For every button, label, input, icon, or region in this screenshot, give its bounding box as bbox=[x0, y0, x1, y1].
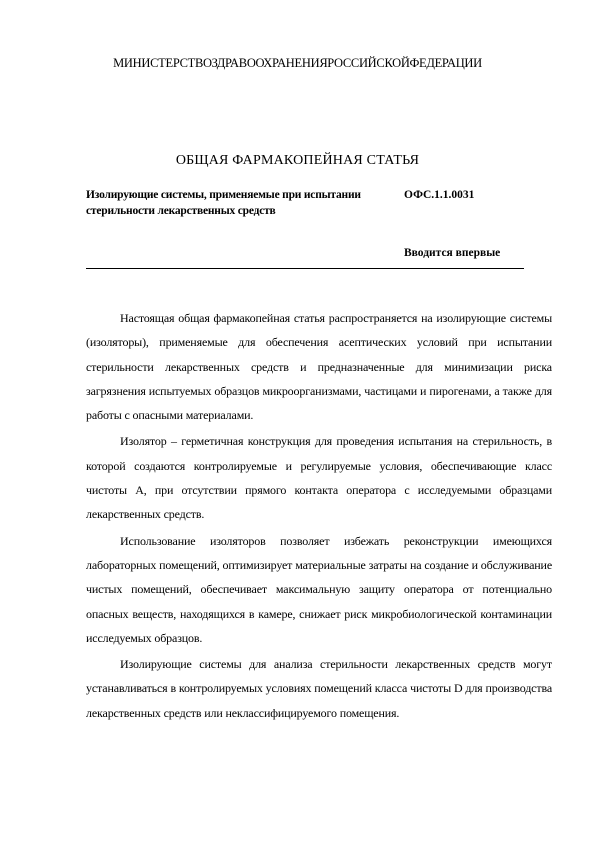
paragraph: Изолятор – герметичная конструкция для проведения испытания на стерильность, в которой создаются контролируемые и регулируемые условия, обеспечивающие класс чистоты А, при отсутствии прямого контакта оператора с исследуемыми образцами лекарственных средств. bbox=[86, 434, 552, 522]
article-body bbox=[86, 306, 552, 727]
paragraph: Настоящая общая фармакопейная статья распространяется на изолирующие системы (изоляторы), применяемые для обеспечения асептических условий при испытании стерильности лекарственных средств и предназначенные для минимизации риска загрязнения испытуемых образцов микроорганизмами, частицами и пирогенами, а также для работы с опасными материалами. bbox=[86, 311, 552, 423]
document-type-title: ОБЩАЯ ФАРМАКОПЕЙНАЯ СТАТЬЯ bbox=[175, 153, 420, 168]
article-code: ОФС.1.1.0031 bbox=[404, 189, 475, 201]
ministry-heading: МИНИСТЕРСТВО ЗДРАВООХРАНЕНИЯ РОССИЙСКОЙ ФЕДЕРАЦИИ bbox=[113, 56, 482, 70]
paragraph: Использование изоляторов позволяет избежать реконструкции имеющихся лабораторных помещений, оптимизирует материальные затраты на создание и обслуживание чистых помещений, обеспечивает максимальную защиту оператора от потенциально опасных веществ, находящихся в камере, снижает риск микробиологической контаминации исследуемых образцов. bbox=[86, 533, 552, 645]
article-header-block bbox=[86, 187, 524, 269]
paragraph: Изолирующие системы для анализа стерильности лекарственных средств могут устанавливаться в контролируемых условиях помещений класса чистоты D для производства лекарственных средств или неклассифицируемого помещения. bbox=[86, 657, 552, 720]
article-subject: Изолирующие системы, применяемые при испытании стерильности лекарственных средств bbox=[86, 189, 361, 217]
introduction-note: Вводится впервые bbox=[404, 247, 501, 259]
